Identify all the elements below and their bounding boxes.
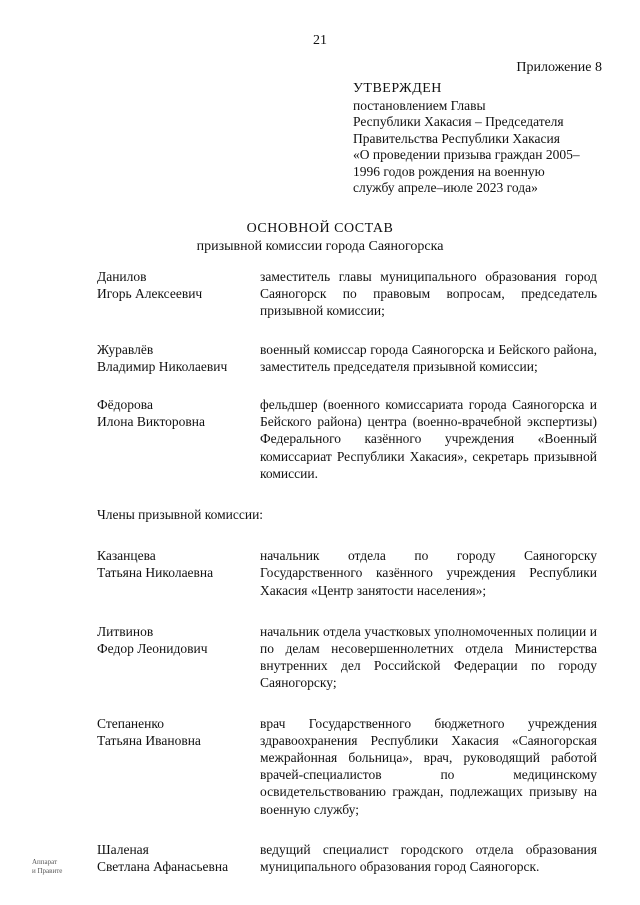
member-entry [97,396,597,482]
member-surname: Данилов [97,269,147,284]
member-role: ведущий специалист городского отдела образования муниципального образования город Саяногорск. [260,841,597,875]
member-entry [97,547,597,599]
member-surname: Степаненко [97,715,164,731]
members-section-label: Члены призывной комиссии: [97,507,264,523]
document-title [0,220,640,256]
member-entry [97,715,597,818]
approval-line: постановлением Главы [353,97,486,113]
member-surname: Литвинов [97,623,154,639]
member-given-names: Светлана Афанасьевна [97,859,229,875]
member-entry [97,268,597,320]
member-role: военный комиссар города Саяногорска и Бейского района, заместитель председателя призывной комиссии; [260,341,597,374]
member-name [97,715,260,818]
member-role: заместитель главы муниципального образования город Саяногорск по правовым вопросам, председатель призывной комиссии; [260,269,597,319]
member-role: врач Государственного бюджетного учреждения здравоохранения Республики Хакасия «Саяногорская межрайонная больница», врач, руководящий работой врачей-специалистов по медицинскому освидетельствованию граждан, подлежащих призыву на военную службу; [260,715,597,817]
footer-line-2: и Правите [32,867,63,875]
title-line-2: призывной комиссии города Саяногорска [196,239,444,254]
member-name [97,547,260,599]
member-role: начальник отдела участковых уполномоченных полиции и по делам несовершеннолетних отдела Министерства внутренних дел Российской Федерации по городу Саяногорску; [260,623,597,691]
appendix-label: Приложение 8 [516,60,602,75]
member-given-names: Владимир Николаевич [97,358,228,374]
member-surname: Шаленая [97,841,149,857]
approval-line: Республики Хакасия – Председателя [353,114,564,129]
approval-line: 1996 годов рождения на военную [353,163,545,179]
commission-list [97,268,597,875]
member-surname: Журавлёв [97,341,154,357]
member-entry [97,841,597,875]
approval-line: «О проведении призыва граждан 2005– [353,147,580,162]
footer-stamp [32,858,62,876]
member-surname: Фёдорова [97,397,153,413]
approval-heading: УТВЕРЖДЕН [353,81,442,96]
member-given-names: Федор Леонидович [97,641,208,657]
member-role: начальник отдела по городу Саяногорску Государственного казённого учреждения Республики Хакасия «Центр занятости населения»; [260,548,597,598]
member-given-names: Татьяна Николаевна [97,565,214,581]
member-entry [97,341,597,375]
member-surname: Казанцева [97,548,156,564]
member-role: фельдшер (военного комиссариата города Саяногорска и Бейского района) центра (военно-врачебной экспертизы) Федерального казённого учреждения «Военный комиссариат Республики Хакасия», секретарь призывной комиссии. [260,397,597,481]
page-number: 21 [313,33,327,48]
member-name [97,841,260,875]
approval-line: Правительства Республики Хакасия [353,130,560,146]
footer-line-1: Аппарат [32,858,58,866]
member-name [97,396,260,482]
member-given-names: Илона Викторовна [97,414,205,430]
member-given-names: Игорь Алексеевич [97,286,203,302]
member-name [97,341,260,375]
member-name [97,268,260,320]
title-line-1: ОСНОВНОЙ СОСТАВ [246,221,394,236]
member-entry [97,623,597,692]
member-given-names: Татьяна Ивановна [97,732,201,748]
member-name [97,623,260,692]
approval-line: службу апреле–июле 2023 года» [353,180,538,195]
approval-block [353,81,603,197]
